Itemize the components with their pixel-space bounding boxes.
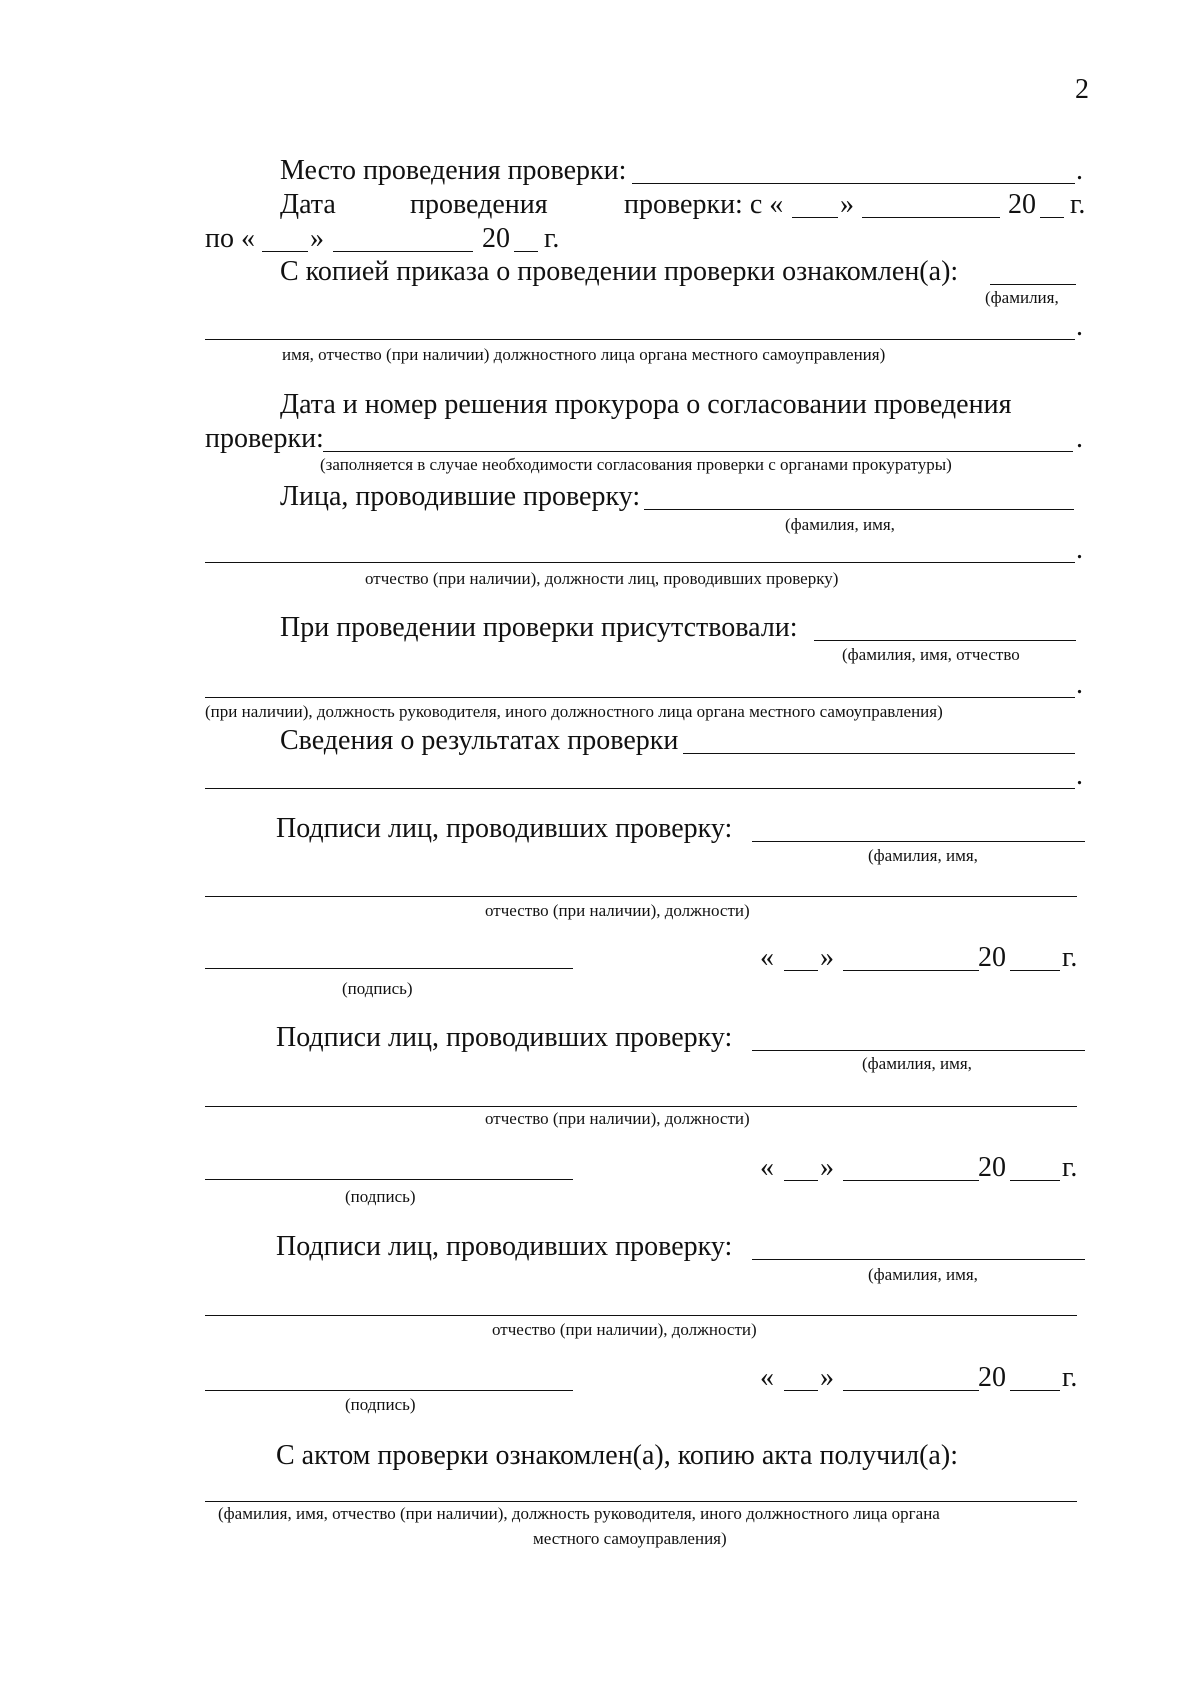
- to-g: г.: [544, 223, 560, 254]
- order-hint-2: имя, отчество (при наличии) должностного лица органа местного самоуправления): [282, 345, 886, 364]
- prosecutor-line-1: Дата и номер решения прокурора о согласовании проведения: [280, 389, 1012, 420]
- place-end: .: [1076, 155, 1083, 186]
- signature-1-quote-open: «: [760, 942, 774, 973]
- date-word-2: проведения: [410, 189, 548, 220]
- place-label: Место проведения проверки:: [280, 155, 627, 186]
- to-year-field[interactable]: [514, 251, 538, 252]
- signature-2-day-field[interactable]: [784, 1180, 818, 1181]
- signature-1-hint-1: (фамилия, имя,: [868, 846, 978, 865]
- page-number: 2: [1075, 74, 1089, 105]
- results-field-1[interactable]: [683, 753, 1075, 754]
- signature-3-quote-open: «: [760, 1362, 774, 1393]
- from-year-field[interactable]: [1040, 217, 1064, 218]
- order-hint-1: (фамилия,: [985, 288, 1059, 307]
- signature-3-day-field[interactable]: [784, 1390, 818, 1391]
- signature-3-hint-1: (фамилия, имя,: [868, 1265, 978, 1284]
- signature-3-sign-field[interactable]: [205, 1390, 573, 1391]
- prosecutor-end: .: [1076, 423, 1083, 454]
- signature-2-year-field[interactable]: [1010, 1180, 1060, 1181]
- signature-3-quote-close: »: [820, 1362, 834, 1393]
- to-quote-close: »: [310, 223, 324, 254]
- from-month-field[interactable]: [862, 217, 1000, 218]
- inspectors-field-1[interactable]: [644, 509, 1074, 510]
- signature-3-g: г.: [1062, 1362, 1078, 1393]
- signature-1-year-field[interactable]: [1010, 970, 1060, 971]
- acquainted-hint-2: местного самоуправления): [533, 1529, 727, 1548]
- signature-1-hint-2: отчество (при наличии), должности): [485, 901, 750, 920]
- present-field-2[interactable]: [205, 697, 1075, 698]
- present-label: При проведении проверки присутствовали:: [280, 612, 798, 643]
- results-field-2[interactable]: [205, 788, 1075, 789]
- prosecutor-line-2: проверки:: [205, 423, 324, 454]
- signature-2-hint-2: отчество (при наличии), должности): [485, 1109, 750, 1128]
- signature-1-g: г.: [1062, 942, 1078, 973]
- present-end: .: [1076, 669, 1083, 700]
- inspectors-hint-2: отчество (при наличии), должности лиц, проводивших проверку): [365, 569, 839, 588]
- order-end: .: [1076, 311, 1083, 342]
- date-word-3: проверки: с «: [624, 189, 784, 220]
- from-day-field[interactable]: [792, 217, 838, 218]
- signature-2-month-field[interactable]: [843, 1180, 979, 1181]
- results-label: Сведения о результатах проверки: [280, 725, 679, 756]
- signature-2-hint-1: (фамилия, имя,: [862, 1054, 972, 1073]
- inspectors-hint-1: (фамилия, имя,: [785, 515, 895, 534]
- signature-1-sign-hint: (подпись): [342, 979, 413, 998]
- acquainted-label: С актом проверки ознакомлен(а), копию акта получил(а):: [276, 1440, 958, 1471]
- inspectors-end: .: [1076, 534, 1083, 565]
- signature-3-label: Подписи лиц, проводивших проверку:: [276, 1231, 733, 1262]
- inspectors-field-2[interactable]: [205, 562, 1075, 563]
- signature-1-label: Подписи лиц, проводивших проверку:: [276, 813, 733, 844]
- present-hint-2: (при наличии), должность руководителя, иного должностного лица органа местного самоуправления): [205, 702, 943, 721]
- to-year-prefix: 20: [482, 223, 510, 254]
- signature-2-quote-close: »: [820, 1152, 834, 1183]
- acquainted-hint-1: (фамилия, имя, отчество (при наличии), должность руководителя, иного должностного лица органа: [218, 1504, 940, 1523]
- signature-2-quote-open: «: [760, 1152, 774, 1183]
- signature-3-year-field[interactable]: [1010, 1390, 1060, 1391]
- signature-1-field-2[interactable]: [205, 896, 1077, 897]
- signature-2-label: Подписи лиц, проводивших проверку:: [276, 1022, 733, 1053]
- signature-1-quote-close: »: [820, 942, 834, 973]
- to-quote-open: по «: [205, 223, 255, 254]
- signature-2-year-prefix: 20: [978, 1152, 1006, 1183]
- signature-2-sign-hint: (подпись): [345, 1187, 416, 1206]
- signature-1-year-prefix: 20: [978, 942, 1006, 973]
- signature-1-day-field[interactable]: [784, 970, 818, 971]
- results-end: .: [1076, 760, 1083, 791]
- order-label: С копией приказа о проведении проверки ознакомлен(а):: [280, 256, 959, 287]
- signature-1-month-field[interactable]: [843, 970, 979, 971]
- signature-1-sign-field[interactable]: [205, 968, 573, 969]
- from-quote-close: »: [840, 189, 854, 220]
- present-hint-1: (фамилия, имя, отчество: [842, 645, 1020, 664]
- prosecutor-field[interactable]: [323, 451, 1073, 452]
- signature-3-year-prefix: 20: [978, 1362, 1006, 1393]
- signature-2-sign-field[interactable]: [205, 1179, 573, 1180]
- signature-3-field-2[interactable]: [205, 1315, 1077, 1316]
- signature-2-g: г.: [1062, 1152, 1078, 1183]
- order-field-1[interactable]: [990, 284, 1076, 285]
- order-field-2[interactable]: [205, 339, 1075, 340]
- signature-2-field-2[interactable]: [205, 1106, 1077, 1107]
- from-g: г.: [1070, 189, 1086, 220]
- signature-2-field-1[interactable]: [752, 1050, 1085, 1051]
- place-field[interactable]: [632, 183, 1075, 184]
- signature-3-hint-2: отчество (при наличии), должности): [492, 1320, 757, 1339]
- signature-3-field-1[interactable]: [752, 1259, 1085, 1260]
- date-word-1: Дата: [280, 189, 336, 220]
- signature-3-month-field[interactable]: [843, 1390, 979, 1391]
- to-month-field[interactable]: [333, 251, 473, 252]
- present-field-1[interactable]: [814, 640, 1076, 641]
- from-year-prefix: 20: [1008, 189, 1036, 220]
- signature-1-field-1[interactable]: [752, 841, 1085, 842]
- to-day-field[interactable]: [262, 251, 308, 252]
- prosecutor-hint: (заполняется в случае необходимости согласования проверки с органами прокуратуры): [320, 455, 952, 474]
- acquainted-field[interactable]: [205, 1501, 1077, 1502]
- inspectors-label: Лица, проводившие проверку:: [280, 481, 641, 512]
- signature-3-sign-hint: (подпись): [345, 1395, 416, 1414]
